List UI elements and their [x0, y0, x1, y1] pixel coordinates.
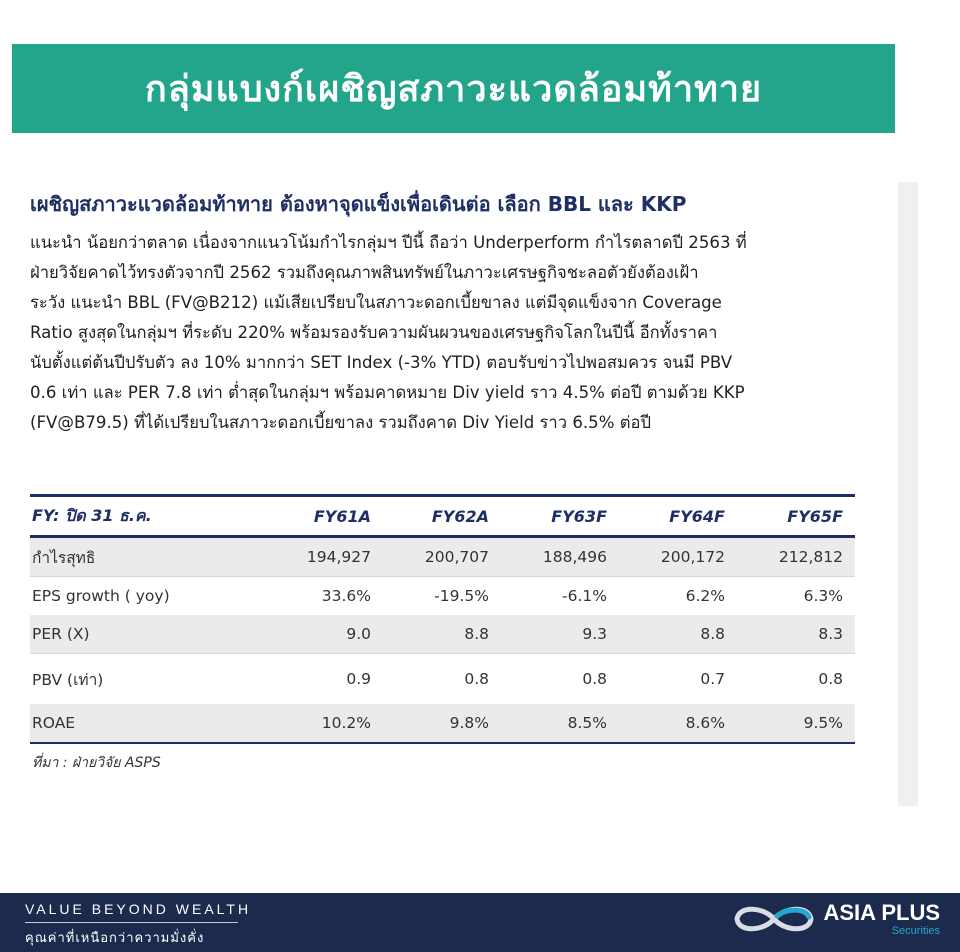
body-line: 0.6 เท่า และ PER 7.8 เท่า ต่ำสุดในกลุ่มฯ พร้อมคาดหมาย Div yield ราว 4.5% ต่อปี ตามด้วย KKP — [30, 383, 745, 402]
table-cell: 8.8 — [619, 615, 737, 654]
header-fy62a: FY62A — [431, 506, 490, 526]
source-note: ที่มา : ฝ่ายวิจัย ASPS — [32, 755, 161, 771]
asia-plus-logo — [731, 901, 940, 937]
body-line: แนะนำ น้อยกว่าตลาด เนื่องจากแนวโน้มกำไรกลุ่มฯ ปีนี้ ถือว่า Underperform กำไรตลาดปี 2563 ที่ — [30, 233, 747, 252]
row-label: PBV (เท่า) — [32, 670, 104, 689]
table-cell: 33.6% — [321, 587, 372, 605]
table-row — [30, 654, 855, 705]
table-cell: 9.0 — [265, 615, 383, 654]
table-cell: 0.8 — [818, 670, 843, 688]
table-cell: 8.3 — [737, 615, 855, 654]
financial-table — [30, 494, 855, 744]
article — [30, 188, 855, 438]
table-cell: 0.7 — [700, 670, 725, 688]
table-cell: 10.2% — [265, 704, 383, 743]
table-header-row — [30, 496, 855, 537]
logo-name: ASIA PLUS — [823, 900, 940, 925]
table-cell: 0.9 — [346, 670, 372, 688]
header-fy61a: FY61A — [313, 506, 372, 526]
body-line: ระวัง แนะนำ BBL (FV@B212) แม้เสียเปรียบในสภาวะดอกเบี้ยขาลง แต่มีจุดแข็งจาก Coverage — [30, 293, 722, 312]
tagline-thai: คุณค่าที่เหนือกว่าความมั่งคั่ง — [25, 931, 205, 946]
article-headline: เผชิญสภาวะแวดล้อมท้าทาย ต้องหาจุดแข็งเพื่อเดินต่อ เลือก BBL และ KKP — [30, 192, 687, 216]
tagline: VALUE BEYOND WEALTH — [25, 901, 252, 917]
header-fy64f: FY64F — [669, 506, 725, 526]
table-cell: 200,172 — [619, 537, 737, 577]
table-cell: 8.5% — [501, 704, 619, 743]
body-line: Ratio สูงสุดในกลุ่มฯ ที่ระดับ 220% พร้อมรองรับความผันผวนของเศรษฐกิจโลกในปีนี้ อีกทั้งราคา — [30, 323, 718, 342]
article-body — [30, 228, 855, 438]
financial-table-section — [30, 494, 855, 774]
logo-subtitle: Securities — [891, 925, 940, 937]
header-fy65f: FY65F — [787, 506, 843, 526]
row-label: PER (X) — [30, 615, 265, 654]
banner-title: กลุ่มแบงก์เผชิญสภาวะแวดล้อมท้าทาย — [144, 69, 763, 110]
side-scroll-strip — [898, 182, 918, 806]
table-cell: 8.6% — [619, 704, 737, 743]
table-cell: 9.3 — [501, 615, 619, 654]
table-cell: -6.1% — [562, 587, 607, 605]
table-cell: 0.8 — [582, 670, 607, 688]
title-banner — [12, 44, 895, 133]
body-line: นับตั้งแต่ต้นปีปรับตัว ลง 10% มากกว่า SET Index (-3% YTD) ตอบรับข่าวไปพอสมควร จนมี PBV — [30, 353, 733, 372]
table-cell: 6.3% — [803, 587, 843, 605]
tagline-divider — [25, 922, 238, 923]
table-cell: 8.8 — [383, 615, 501, 654]
body-line: ฝ่ายวิจัยคาดไว้ทรงตัวจากปี 2562 รวมถึงคุณภาพสินทรัพย์ในภาวะเศรษฐกิจชะลอตัวยังต้องเฝ้า — [30, 263, 699, 282]
table-cell: -19.5% — [434, 587, 490, 605]
table-cell: 0.8 — [464, 670, 490, 688]
table-cell: 6.2% — [685, 587, 725, 605]
table-row — [30, 577, 855, 616]
table-row — [30, 615, 855, 654]
header-fiscal-year: FY: ปิด 31 ธ.ค. — [32, 505, 152, 525]
footer-bar — [0, 893, 960, 952]
table-cell: 200,707 — [383, 537, 501, 577]
table-cell: 188,496 — [501, 537, 619, 577]
header-fy63f: FY63F — [551, 506, 607, 526]
row-label: ROAE — [30, 704, 265, 743]
table-cell: 194,927 — [265, 537, 383, 577]
table-row — [30, 704, 855, 743]
row-label: EPS growth ( yoy) — [32, 587, 170, 605]
table-cell: 212,812 — [737, 537, 855, 577]
table-row — [30, 537, 855, 577]
row-label: กำไรสุทธิ — [30, 537, 265, 577]
body-line: (FV@B79.5) ที่ได้เปรียบในสภาวะดอกเบี้ยขาลง รวมถึงคาด Div Yield ราว 6.5% ต่อปี — [30, 413, 652, 432]
table-cell: 9.5% — [737, 704, 855, 743]
infinity-logo-icon — [731, 902, 817, 936]
table-cell: 9.8% — [383, 704, 501, 743]
